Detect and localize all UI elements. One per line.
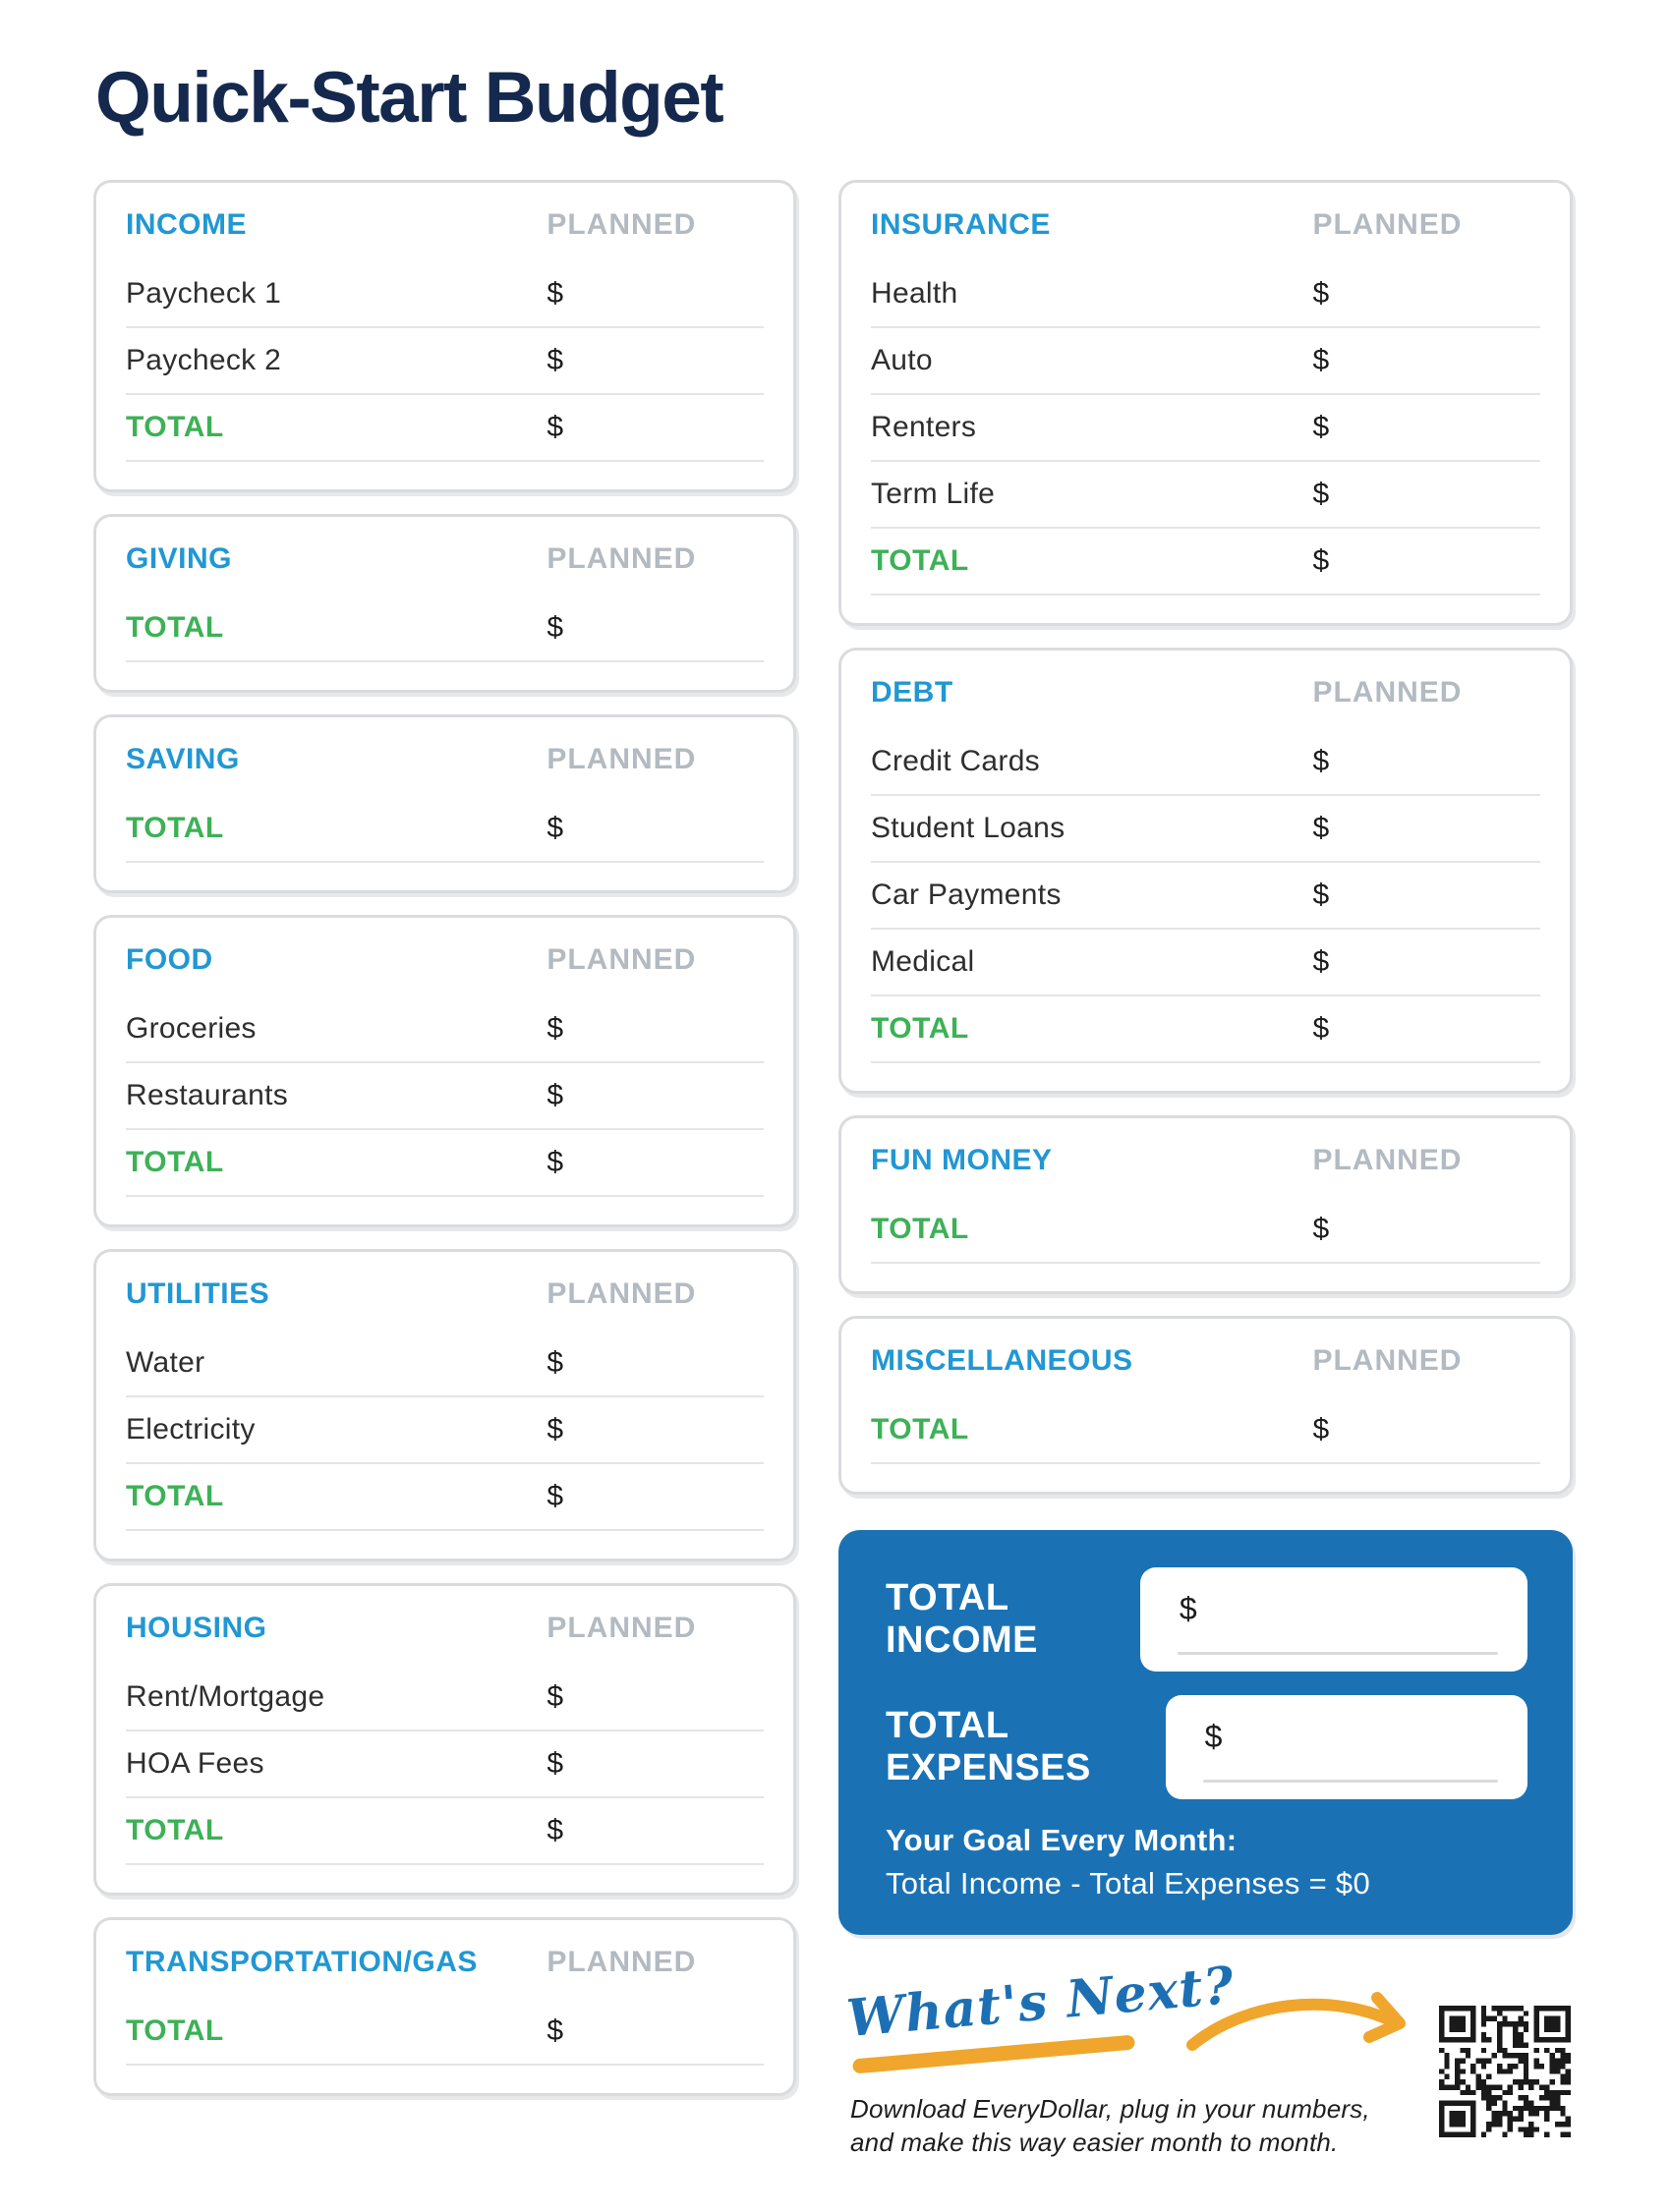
total-row — [126, 1130, 764, 1197]
amount-field[interactable]: $ — [547, 2014, 564, 2047]
amount-field[interactable]: $ — [547, 1146, 564, 1178]
card-header — [126, 1274, 764, 1315]
budget-row — [126, 996, 764, 1063]
amount-field[interactable]: $ — [547, 1814, 564, 1846]
card-header — [126, 939, 764, 981]
line-item-label: HOA Fees — [126, 1747, 264, 1780]
summary-box — [838, 1530, 1573, 1935]
budget-row — [871, 930, 1540, 996]
download-caption — [850, 2092, 1370, 2159]
goal-block — [886, 1823, 1527, 1901]
whats-next-script: What's Next? — [844, 1955, 1238, 2050]
card-header — [871, 204, 1540, 246]
category-card-fun-money — [838, 1115, 1573, 1294]
total-row — [126, 1798, 764, 1865]
amount-field[interactable]: $ — [547, 1480, 564, 1512]
amount-field[interactable]: $ — [1312, 1413, 1330, 1446]
category-title: INCOME — [126, 208, 247, 241]
card-header — [871, 1340, 1540, 1382]
category-card-housing — [93, 1583, 796, 1896]
caption-line: Download EveryDollar, plug in your numbers, — [850, 2094, 1370, 2124]
category-card-food — [93, 915, 796, 1227]
amount-field[interactable]: $ — [1312, 945, 1330, 978]
category-title: INSURANCE — [871, 208, 1051, 241]
planned-column-label: PLANNED — [547, 542, 697, 575]
line-item-label: Rent/Mortgage — [126, 1680, 325, 1713]
whats-next-section — [838, 1957, 1573, 2212]
amount-field[interactable]: $ — [1312, 344, 1330, 376]
amount-field[interactable]: $ — [1312, 812, 1330, 844]
amount-field[interactable]: $ — [1312, 411, 1330, 443]
line-item-label: Car Payments — [871, 879, 1062, 911]
budget-row — [126, 1397, 764, 1464]
category-card-utilities — [93, 1249, 796, 1561]
write-line — [1178, 1652, 1498, 1655]
dollar-sign: $ — [1179, 1591, 1197, 1626]
total-expenses-label: TOTAL EXPENSES — [886, 1705, 1091, 1788]
category-title: DEBT — [871, 676, 953, 709]
amount-field[interactable]: $ — [547, 1680, 564, 1713]
total-label: TOTAL — [126, 1814, 224, 1846]
total-label: TOTAL — [126, 611, 224, 644]
line-item-label: Water — [126, 1346, 205, 1379]
write-line — [1203, 1780, 1498, 1783]
card-header — [871, 672, 1540, 713]
category-card-insurance — [838, 180, 1573, 626]
planned-column-label: PLANNED — [1312, 1344, 1463, 1377]
budget-row — [126, 261, 764, 328]
budget-row — [871, 328, 1540, 395]
total-label: TOTAL — [126, 812, 224, 844]
total-income-input[interactable] — [1140, 1567, 1527, 1672]
total-row — [126, 796, 764, 863]
budget-row — [871, 863, 1540, 930]
total-row — [871, 996, 1540, 1063]
amount-field[interactable]: $ — [1312, 1012, 1330, 1045]
budget-row — [871, 729, 1540, 796]
planned-column-label: PLANNED — [547, 1612, 697, 1644]
caption-line: and make this way easier month to month. — [850, 2127, 1339, 2157]
card-header — [871, 1140, 1540, 1181]
planned-column-label: PLANNED — [547, 1277, 697, 1310]
line-item-label: Student Loans — [871, 812, 1066, 844]
category-card-giving — [93, 514, 796, 693]
amount-field[interactable]: $ — [1312, 544, 1330, 577]
category-title: FOOD — [126, 943, 213, 976]
total-row — [126, 1999, 764, 2066]
planned-column-label: PLANNED — [547, 943, 697, 976]
total-label: TOTAL — [871, 544, 969, 577]
line-item-label: Credit Cards — [871, 745, 1040, 777]
total-label: TOTAL — [871, 1012, 969, 1045]
category-title: FUN MONEY — [871, 1144, 1053, 1176]
card-header — [126, 1608, 764, 1649]
planned-column-label: PLANNED — [1312, 208, 1463, 241]
category-title: UTILITIES — [126, 1277, 270, 1310]
amount-field[interactable]: $ — [547, 1413, 564, 1446]
left-column — [93, 180, 796, 2096]
budget-row — [871, 261, 1540, 328]
amount-field[interactable]: $ — [547, 277, 564, 310]
budget-row — [126, 1063, 764, 1130]
total-label: TOTAL — [126, 1480, 224, 1512]
planned-column-label: PLANNED — [1312, 1144, 1463, 1176]
budget-row — [126, 1731, 764, 1798]
budget-row — [871, 462, 1540, 529]
goal-heading: Your Goal Every Month: — [886, 1823, 1238, 1857]
category-card-income — [93, 180, 796, 492]
budget-row — [871, 796, 1540, 863]
category-title: MISCELLANEOUS — [871, 1344, 1133, 1377]
amount-field[interactable]: $ — [1312, 1213, 1330, 1245]
amount-field[interactable]: $ — [1312, 478, 1330, 510]
amount-field[interactable]: $ — [547, 611, 564, 644]
total-expenses-row — [886, 1695, 1527, 1799]
amount-field[interactable]: $ — [1312, 277, 1330, 310]
total-income-label: TOTAL INCOME — [886, 1577, 1038, 1661]
budget-row — [126, 1331, 764, 1397]
category-card-debt — [838, 648, 1573, 1094]
goal-formula: Total Income - Total Expenses = $0 — [886, 1866, 1370, 1900]
total-label: TOTAL — [871, 1413, 969, 1446]
total-row — [871, 529, 1540, 596]
budget-row — [871, 395, 1540, 462]
line-item-label: Auto — [871, 344, 933, 376]
category-title: GIVING — [126, 542, 233, 575]
card-header — [126, 739, 764, 780]
category-card-saving — [93, 714, 796, 893]
total-label: TOTAL — [126, 2014, 224, 2047]
category-title: HOUSING — [126, 1612, 267, 1644]
amount-field[interactable]: $ — [547, 1079, 564, 1111]
line-item-label: Renters — [871, 411, 977, 443]
card-header — [126, 204, 764, 246]
page-title: Quick-Start Budget — [95, 58, 723, 138]
total-label: TOTAL — [126, 1146, 224, 1178]
total-row — [871, 1197, 1540, 1264]
category-card-miscellaneous — [838, 1316, 1573, 1495]
amount-field[interactable]: $ — [547, 812, 564, 844]
amount-field[interactable]: $ — [547, 344, 564, 376]
total-row — [126, 1464, 764, 1531]
total-row — [871, 1397, 1540, 1464]
card-header — [126, 539, 764, 580]
right-column — [838, 180, 1573, 2212]
line-item-label: Medical — [871, 945, 975, 978]
category-title: TRANSPORTATION/GAS — [126, 1946, 478, 1978]
line-item-label: Electricity — [126, 1413, 256, 1446]
line-item-label: Term Life — [871, 478, 996, 510]
amount-field[interactable]: $ — [547, 1012, 564, 1045]
total-row — [126, 395, 764, 462]
qr-code — [1439, 2006, 1571, 2137]
line-item-label: Restaurants — [126, 1079, 289, 1111]
planned-column-label: PLANNED — [1312, 676, 1463, 709]
amount-field[interactable]: $ — [547, 1346, 564, 1379]
total-income-row — [886, 1567, 1527, 1672]
total-row — [126, 596, 764, 662]
total-label: TOTAL — [126, 411, 224, 443]
dollar-sign: $ — [1204, 1719, 1223, 1754]
line-item-label: Paycheck 1 — [126, 277, 282, 310]
budget-row — [126, 328, 764, 395]
planned-column-label: PLANNED — [547, 1946, 697, 1978]
card-header — [126, 1942, 764, 1983]
budget-row — [126, 1665, 764, 1731]
amount-field[interactable]: $ — [547, 1747, 564, 1780]
total-expenses-input[interactable] — [1166, 1695, 1527, 1799]
line-item-label: Groceries — [126, 1012, 257, 1045]
amount-field[interactable]: $ — [547, 411, 564, 443]
amount-field[interactable]: $ — [1312, 879, 1330, 911]
planned-column-label: PLANNED — [547, 208, 697, 241]
total-label: TOTAL — [871, 1213, 969, 1245]
category-card-transportation-gas — [93, 1917, 796, 2096]
line-item-label: Health — [871, 277, 958, 310]
amount-field[interactable]: $ — [1312, 745, 1330, 777]
planned-column-label: PLANNED — [547, 743, 697, 775]
category-title: SAVING — [126, 743, 240, 775]
line-item-label: Paycheck 2 — [126, 344, 282, 376]
